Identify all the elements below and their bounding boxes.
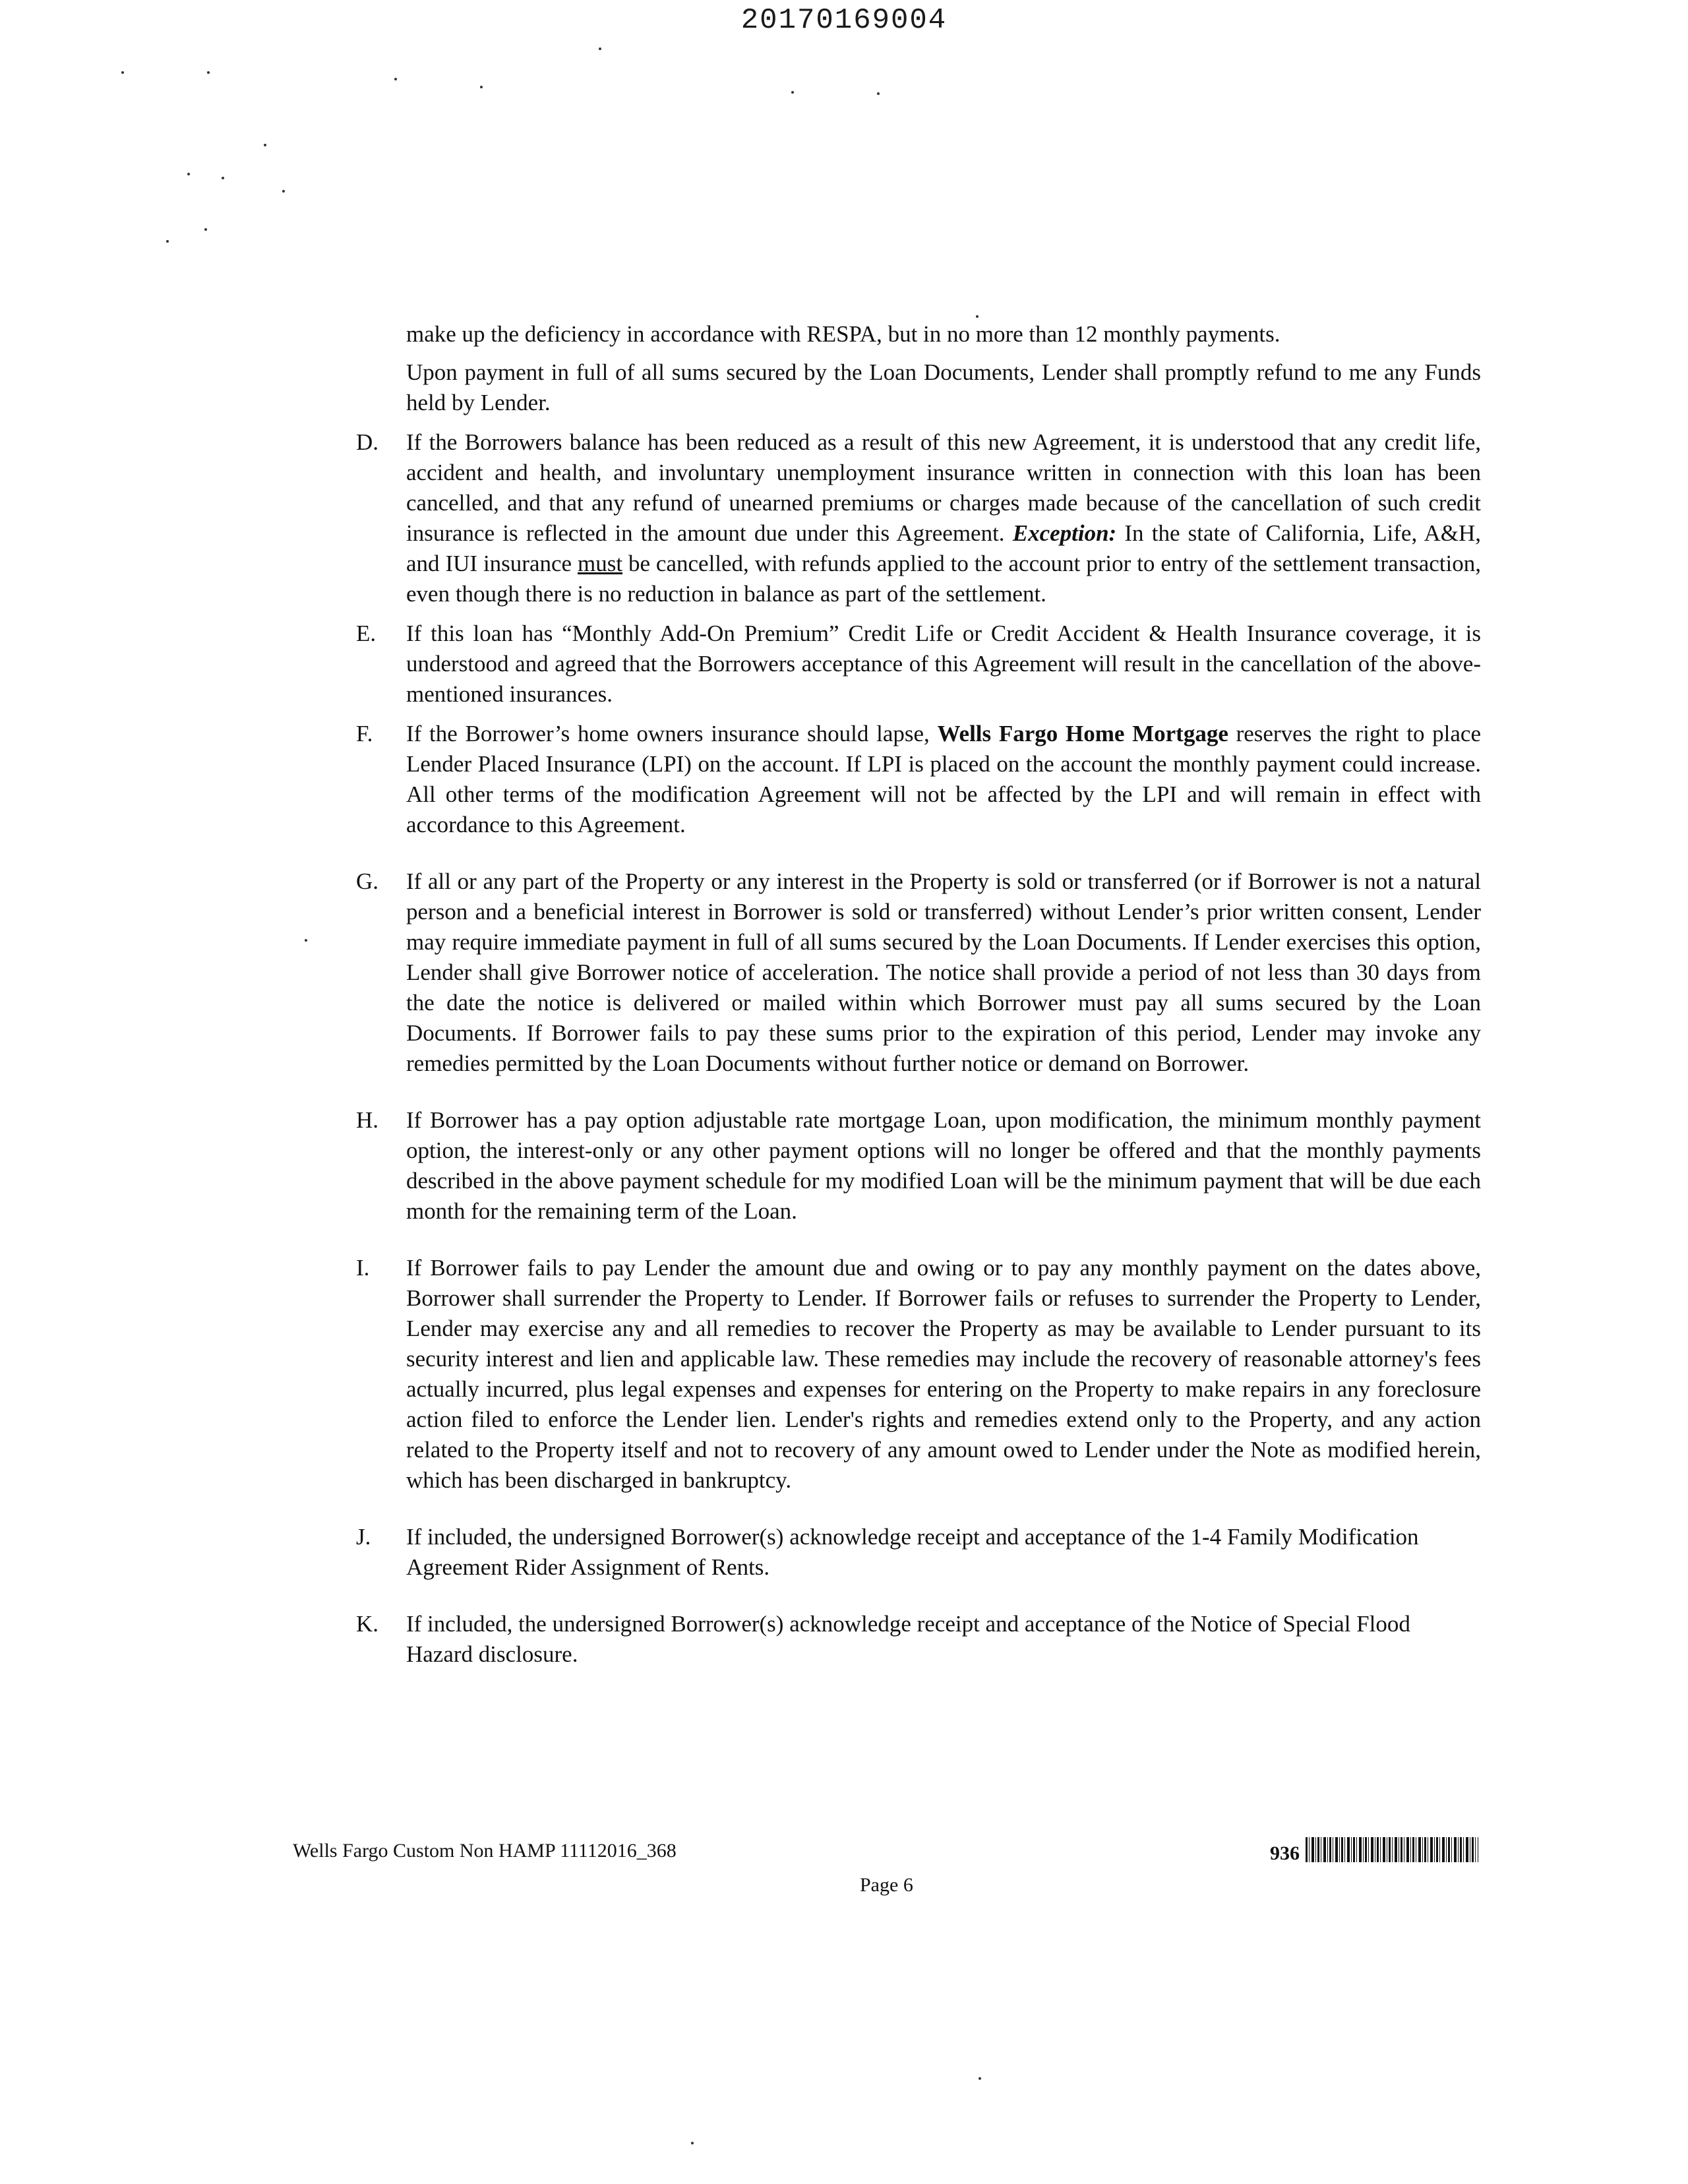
clause-g xyxy=(356,866,1481,1079)
continuation-paragraph: make up the deficiency in accordance with RESPA, but in no more than 12 monthly payments. xyxy=(406,321,1281,347)
clause-k xyxy=(356,1609,1481,1670)
clause-text: If included, the undersigned Borrower(s) acknowledge receipt and acceptance of the Notice of Special Flood Hazard disclosure. xyxy=(406,1611,1410,1667)
clause-d xyxy=(356,427,1481,609)
clause-text: If this loan has “Monthly Add-On Premium” Credit Life or Credit Accident & Health Insurance coverage, it is understood and agreed that the Borrowers acceptance of this Agreement will result in the cancellation of the above-mentioned insurances. xyxy=(406,621,1481,707)
document-number: 20170169004 xyxy=(740,4,948,37)
refund-paragraph: Upon payment in full of all sums secured by the Loan Documents, Lender shall promptly refund to me any Funds held by Lender. xyxy=(406,359,1481,415)
clause-letter: G. xyxy=(356,868,379,894)
clause-text: If Borrower has a pay option adjustable rate mortgage Loan, upon modification, the minimum monthly payment option, the interest-only or any other payment options will no longer be offered and that the monthly payments described in the above payment schedule for my modified Loan will be the minimum payment that will be due each month for the remaining term of the Loan. xyxy=(406,1107,1481,1224)
clause-f xyxy=(356,719,1481,840)
scan-speck xyxy=(166,240,169,243)
scan-speck xyxy=(204,228,207,231)
clause-text: If the Borrowers balance has been reduced as a result of this new Agreement, it is understood that any credit life, accident and health, and involuntary unemployment insurance written in connection with this loan has been cancelled, and that any refund of unearned premiums or charges made because of the cancellation of such credit insurance is reflected in the amount due under this Agreement. Exception: In the state of California, Life, A&H, and IUI insurance must be cancelled, with refunds applied to the account prior to entry of the settlement transaction, even though there is no reduction in balance as part of the settlement. xyxy=(406,429,1481,607)
clause-i xyxy=(356,1253,1481,1496)
lender-name: Wells Fargo Home Mortgage xyxy=(937,721,1228,746)
scan-speck xyxy=(480,86,483,88)
scan-speck xyxy=(305,939,307,942)
clause-h xyxy=(356,1105,1481,1227)
document-body xyxy=(356,319,1481,1670)
clause-letter: K. xyxy=(356,1611,379,1637)
clause-text: If the Borrower’s home owners insurance should lapse, Wells Fargo Home Mortgage reserves the right to place Lender Placed Insurance (LPI) on the account. If LPI is placed on the account the monthly payment could increase. All other terms of the modification Agreement will not be affected by the LPI and will remain in effect with accordance to this Agreement. xyxy=(406,721,1481,837)
scan-speck xyxy=(222,177,224,179)
scan-speck xyxy=(877,92,880,95)
scan-speck xyxy=(599,47,601,50)
form-code: 936 xyxy=(1270,1842,1300,1864)
scan-speck xyxy=(121,71,124,74)
clause-text: If Borrower fails to pay Lender the amount due and owing or to pay any monthly payment on the dates above, Borrower shall surrender the Property to Lender. If Borrower fails or refuses to surrender the Property to Lender, Lender may exercise any and all remedies to recover the Property as may be available to Lender pursuant to its security interest and lien and applicable law. These remedies may include the recovery of reasonable attorney's fees actually incurred, plus legal expenses and expenses for entering on the Property to make repairs in any foreclosure action filed to enforce the Lender lien. Lender's rights and remedies extend only to the Property, and any action related to the Property itself and not to recovery of any amount owed to Lender under the Note as modified herein, which has been discharged in bankruptcy. xyxy=(406,1255,1481,1493)
form-name: Wells Fargo Custom Non HAMP 11112016_368 xyxy=(293,1840,677,1862)
exception-label: Exception: xyxy=(1012,520,1117,546)
clause-letter: J. xyxy=(356,1524,371,1550)
clause-text: If included, the undersigned Borrower(s) acknowledge receipt and acceptance of the 1-4 Family Modification Agreement Rider Assignment of Rents. xyxy=(406,1524,1419,1580)
page-number: Page 6 xyxy=(860,1874,913,1896)
clause-letter: H. xyxy=(356,1107,379,1133)
scan-speck xyxy=(282,190,285,193)
scan-speck xyxy=(976,315,979,318)
scan-speck xyxy=(207,71,210,74)
clause-e xyxy=(356,619,1481,710)
scan-speck xyxy=(394,78,397,80)
scan-speck xyxy=(264,144,266,146)
must-underline: must xyxy=(577,551,623,576)
scan-speck xyxy=(691,2142,694,2144)
clause-letter: D. xyxy=(356,429,379,455)
barcode xyxy=(1306,1837,1478,1862)
clause-text: If all or any part of the Property or any interest in the Property is sold or transferred (or if Borrower is not a natural person and a beneficial interest in Borrower is sold or transferred) without Lender’s prior written consent, Lender may require immediate payment in full of all sums secured by the Loan Documents. If Lender exercises this option, Lender shall give Borrower notice of acceleration. The notice shall provide a period of not less than 30 days from the date the notice is delivered or mailed within which Borrower must pay all sums secured by the Loan Documents. If Borrower fails to pay these sums prior to the expiration of this period, Lender may invoke any remedies permitted by the Loan Documents without further notice or demand on Borrower. xyxy=(406,868,1481,1076)
clause-letter: I. xyxy=(356,1255,370,1281)
scan-speck xyxy=(187,173,190,175)
scan-speck xyxy=(979,2077,981,2080)
clause-letter: E. xyxy=(356,621,377,646)
clause-letter: F. xyxy=(356,721,373,746)
scan-speck xyxy=(791,91,794,94)
clause-j xyxy=(356,1522,1481,1583)
